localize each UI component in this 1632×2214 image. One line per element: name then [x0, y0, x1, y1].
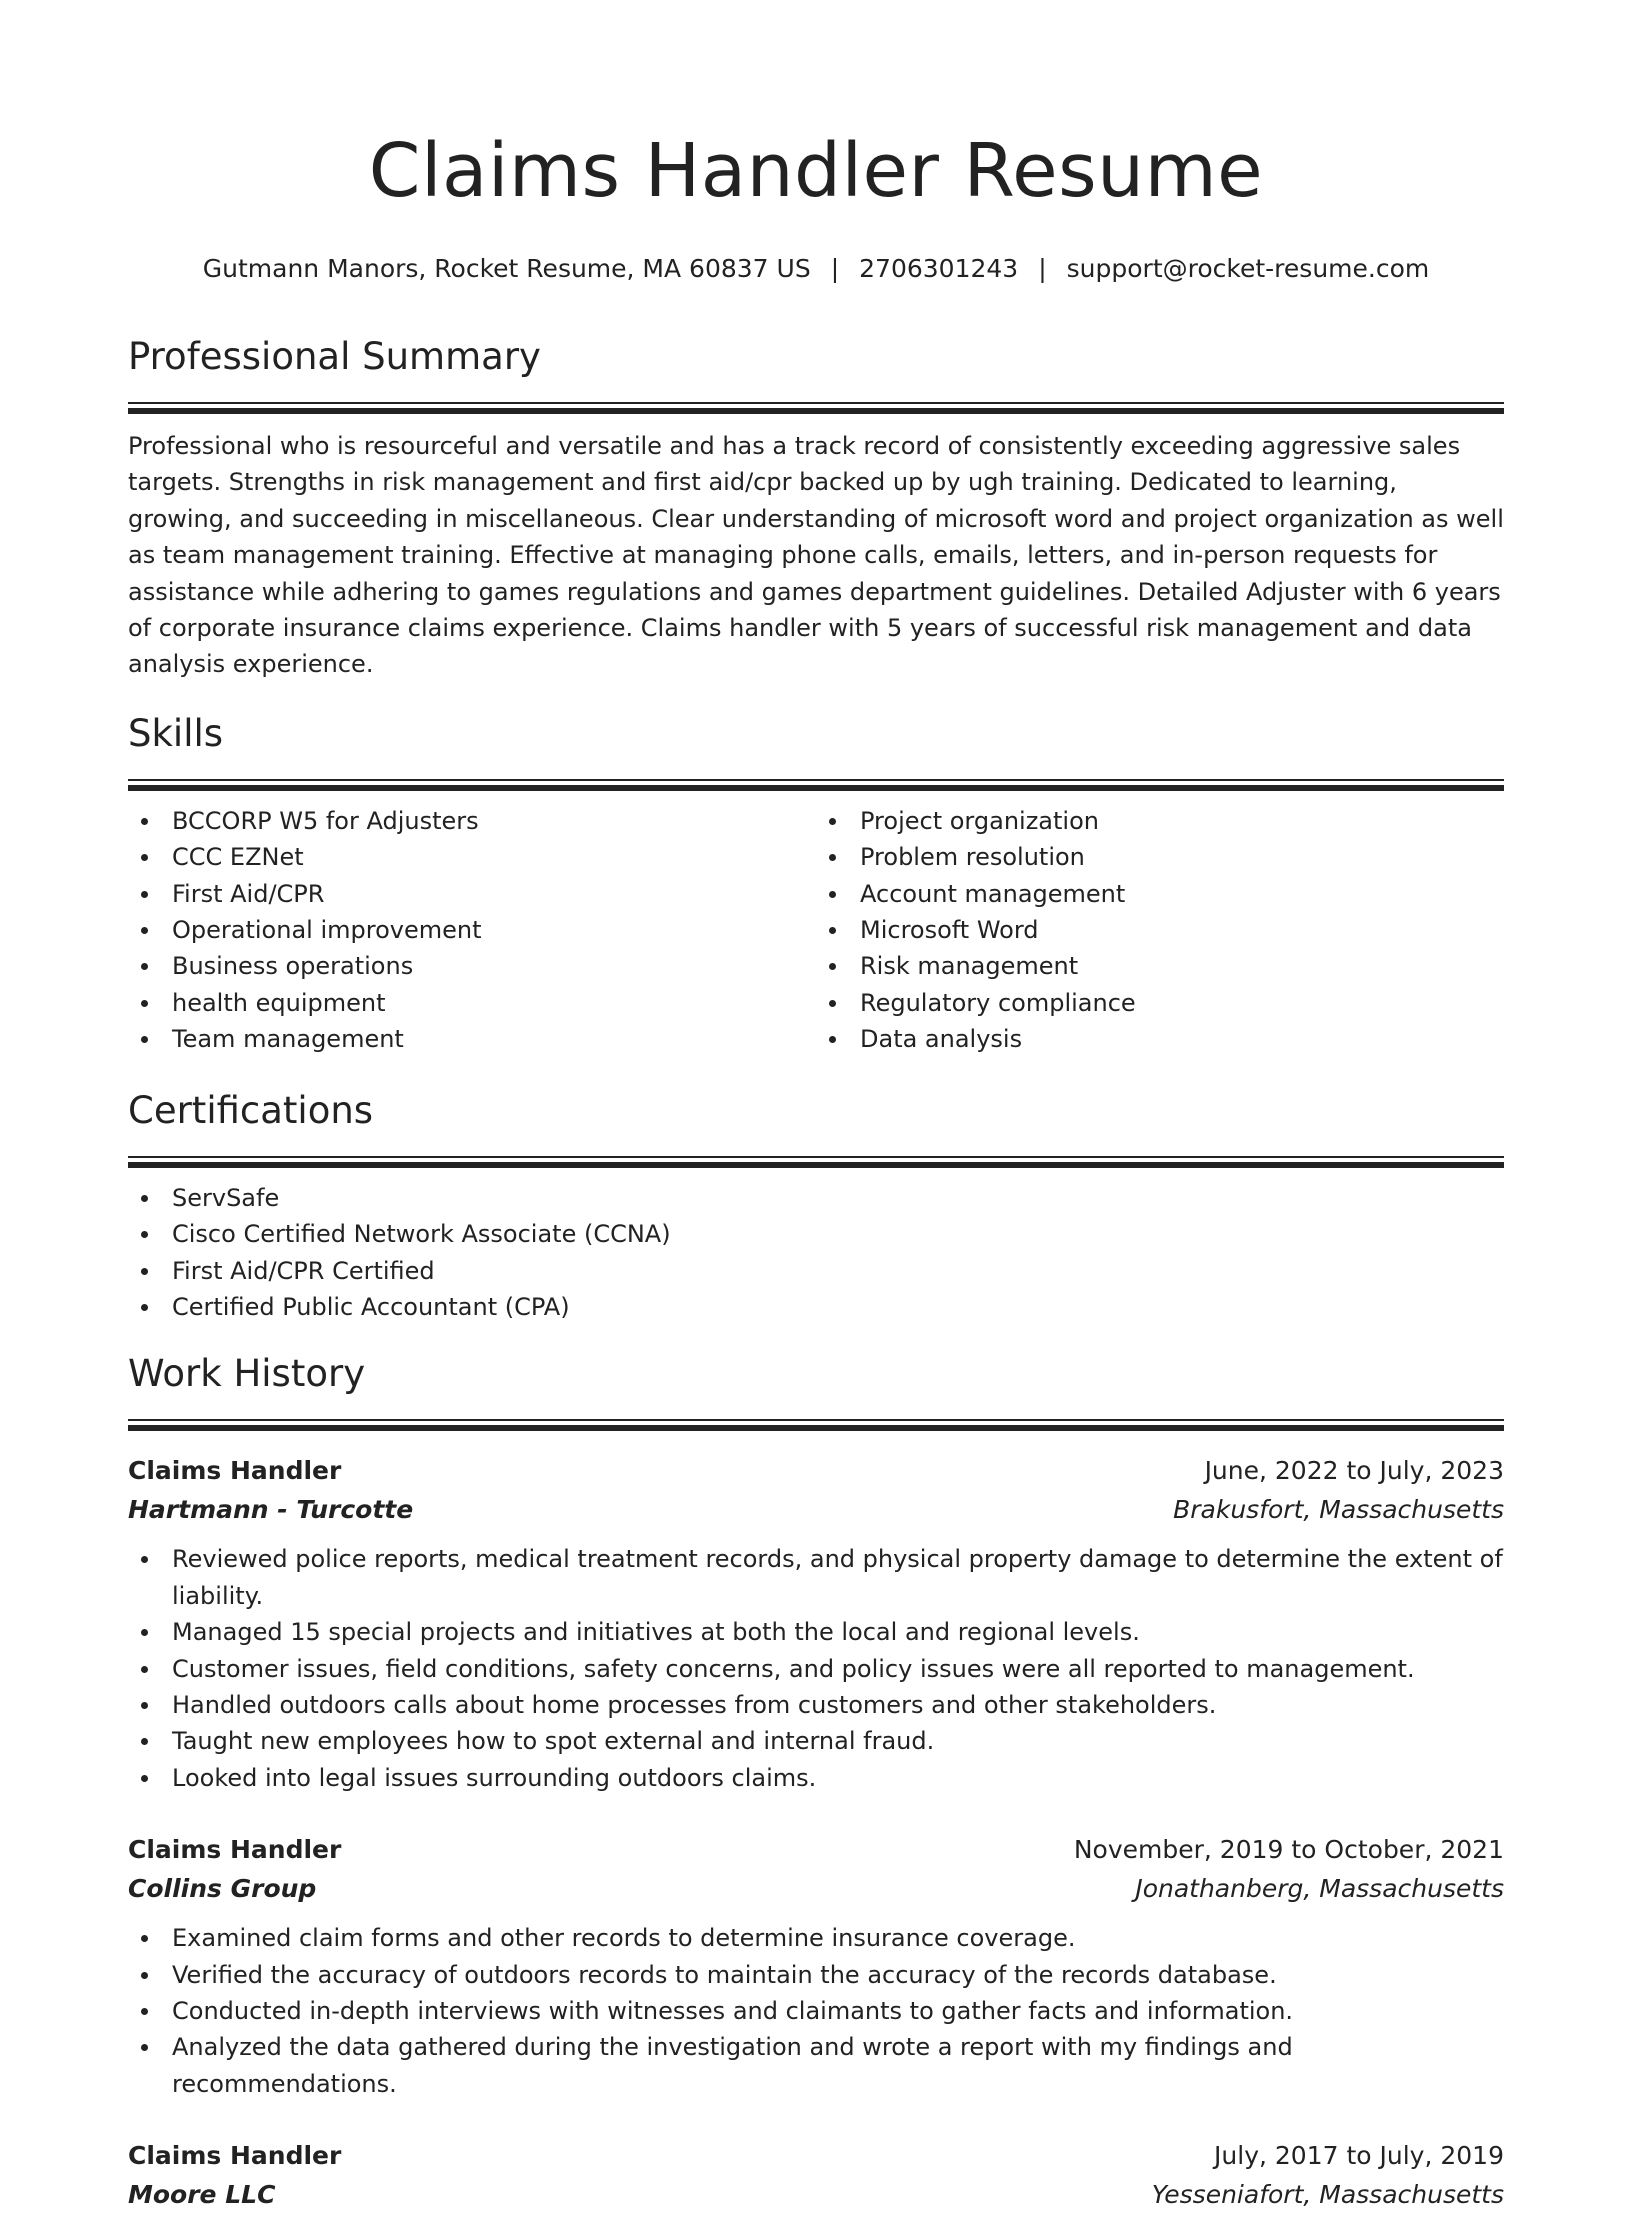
job-company: Collins Group: [128, 1874, 317, 1904]
section-divider: [128, 1419, 1504, 1431]
certification-item: First Aid/CPR Certified: [128, 1253, 1504, 1289]
job-title: Claims Handler: [128, 1456, 342, 1486]
contact-separator: |: [830, 254, 840, 283]
section-heading-certifications: Certifications: [128, 1088, 374, 1132]
certification-item: Cisco Certified Network Associate (CCNA): [128, 1216, 1504, 1252]
skill-item: Problem resolution: [816, 839, 1504, 875]
job-location: Brakusfort, Massachusetts: [1173, 1495, 1504, 1525]
section-heading-skills: Skills: [128, 711, 224, 755]
job-company-row: [128, 1490, 1504, 1529]
job-header-row: [128, 1451, 1504, 1490]
section-heading-summary: Professional Summary: [128, 335, 541, 378]
job-bullet: Handled outdoors calls about home processes from customers and other stakeholders.: [128, 1687, 1504, 1723]
job-dates: June, 2022 to July, 2023: [1204, 1456, 1504, 1486]
section-divider: [128, 402, 1504, 414]
job-entry: [128, 1830, 1504, 2102]
skills-list-left: [128, 803, 816, 1058]
job-bullet: Verified the accuracy of outdoors records to maintain the accuracy of the records database.: [128, 1957, 1504, 1993]
section-divider: [128, 779, 1504, 791]
section-heading-work-history: Work History: [128, 1352, 366, 1396]
job-bullets: [128, 1541, 1504, 1796]
job-entry: [128, 1451, 1504, 1796]
contact-address: Gutmann Manors, Rocket Resume, MA 60837 US: [202, 254, 811, 283]
certification-item: ServSafe: [128, 1180, 1504, 1216]
summary-text: Professional who is resourceful and versatile and has a track record of consistently exceeding aggressive sales targets. Strengths in risk management and first aid/cpr backed up by ugh training. Dedicated to learning, growing, and succeeding in miscellaneous. Clear understanding of microsoft word and project organization as well as team management training. Effective at managing phone calls, emails, letters, and in-person requests for assistance while adhering to games regulations and games department guidelines. Detailed Adjuster with 6 years of corporate insurance claims experience. Claims handler with 5 years of successful risk management and data analysis experience.: [128, 432, 1504, 679]
job-bullet: Conducted in-depth interviews with witnesses and claimants to gather facts and information.: [128, 1993, 1504, 2029]
section-divider: [128, 1156, 1504, 1168]
skill-item: Microsoft Word: [816, 912, 1504, 948]
job-company: Hartmann - Turcotte: [128, 1495, 414, 1525]
contact-phone: 2706301243: [859, 254, 1019, 283]
skill-item: Team management: [128, 1021, 816, 1057]
job-company: Moore LLC: [128, 2180, 276, 2210]
skill-item: BCCORP W5 for Adjusters: [128, 803, 816, 839]
skill-item: Regulatory compliance: [816, 985, 1504, 1021]
job-header-row: [128, 1830, 1504, 1869]
job-bullet: Examined claim forms and other records to determine insurance coverage.: [128, 1920, 1504, 1956]
skill-item: Operational improvement: [128, 912, 816, 948]
job-bullet: Analyzed the data gathered during the investigation and wrote a report with my findings and recommendations.: [128, 2029, 1504, 2102]
skill-item: Business operations: [128, 948, 816, 984]
job-company-row: [128, 2175, 1504, 2214]
contact-line: [128, 252, 1504, 286]
job-title: Claims Handler: [128, 1835, 342, 1865]
contact-separator: |: [1038, 254, 1047, 283]
job-location: Jonathanberg, Massachusetts: [1135, 1874, 1504, 1904]
job-dates: November, 2019 to October, 2021: [1073, 1835, 1504, 1865]
job-bullet: Reviewed police reports, medical treatment records, and physical property damage to determine the extent of liability.: [128, 1541, 1504, 1614]
skill-item: Project organization: [816, 803, 1504, 839]
job-bullet: Looked into legal issues surrounding outdoors claims.: [128, 1760, 1504, 1796]
skill-item: Risk management: [816, 948, 1504, 984]
job-dates: July, 2017 to July, 2019: [1214, 2141, 1504, 2171]
job-title: Claims Handler: [128, 2141, 342, 2171]
contact-email[interactable]: support@rocket-resume.com: [1066, 254, 1430, 283]
job-company-row: [128, 1869, 1504, 1908]
job-bullet: Taught new employees how to spot external and internal fraud.: [128, 1723, 1504, 1759]
resume-title: Claims Handler Resume: [368, 128, 1264, 214]
skills-list-right: [816, 803, 1504, 1058]
certifications-list: [128, 1180, 1504, 1326]
skill-item: health equipment: [128, 985, 816, 1021]
skill-item: Account management: [816, 876, 1504, 912]
job-location: Yesseniafort, Massachusetts: [1151, 2180, 1504, 2210]
skills-columns: [128, 803, 1504, 1058]
job-bullet: Managed 15 special projects and initiatives at both the local and regional levels.: [128, 1614, 1504, 1650]
skill-item: Data analysis: [816, 1021, 1504, 1057]
job-bullet: Customer issues, field conditions, safety concerns, and policy issues were all reported to management.: [128, 1651, 1504, 1687]
skill-item: CCC EZNet: [128, 839, 816, 875]
job-header-row: [128, 2136, 1504, 2175]
job-entry: [128, 2136, 1504, 2214]
job-bullets: [128, 1920, 1504, 2102]
certification-item: Certified Public Accountant (CPA): [128, 1289, 1504, 1325]
skill-item: First Aid/CPR: [128, 876, 816, 912]
